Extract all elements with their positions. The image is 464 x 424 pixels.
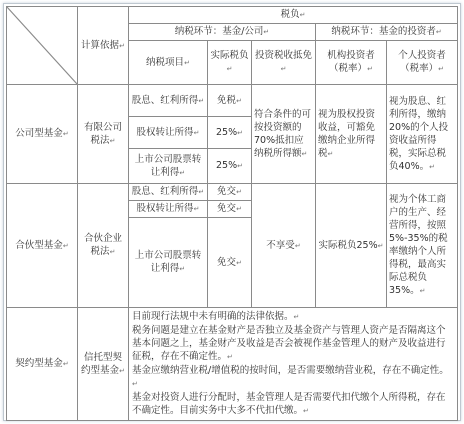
tax-comparison-table (6, 6, 458, 421)
contract-note-3: 基金应缴纳营业税/增值税的按时间，是否需要缴纳营业税，存在不确定性。 ↵ (132, 365, 449, 389)
header-actual-rate: 实际税负 ↵ (210, 50, 248, 74)
company-item-dividend: 股息、红利所得 ↵ (132, 95, 204, 106)
partnership-rate-dividend: 免交 ↵ (217, 186, 242, 197)
tax-comparison-frame (3, 3, 461, 421)
row-partnership-basis: 合伙企业税法 ↵ (84, 233, 122, 257)
partnership-deduction: 不享受 ↵ (266, 240, 300, 251)
contract-notes (129, 308, 458, 421)
header-institutional: 机构投资者（税率） ↵ (327, 50, 375, 74)
company-rate-equity: 25% ↵ (216, 127, 243, 138)
row-company-type: 公司型基金 ↵ (15, 128, 68, 139)
corner-diagonal-cell (7, 7, 78, 85)
header-fund-level: 纳税环节：基金/公司 ↵ (175, 26, 270, 37)
partnership-institutional: 实际税负25% ↵ (319, 240, 384, 251)
company-institutional: 视为股权投资收益，可豁免缴纳企业所得税 ↵ (318, 109, 375, 159)
header-basis: 计算依据 ↵ (81, 40, 125, 51)
partnership-rate-listed-stock: 免交 ↵ (217, 257, 242, 268)
company-item-listed-stock: 上市公司股票转让利得 ↵ (135, 154, 202, 178)
partnership-rate-equity: 免交 ↵ (217, 203, 242, 214)
row-contract-type: 契约型基金 ↵ (15, 358, 68, 369)
header-deduction: 投资税收抵免 ↵ (255, 50, 312, 74)
row-company-basis: 有限公司税法 ↵ (84, 122, 122, 146)
row-contract-basis: 信托型契约型基金 ↵ (81, 352, 125, 376)
header-tax-burden: 税负 ↵ (281, 9, 306, 20)
company-individual: 视为股息、红利所得，缴纳20%的个人投资收益所得税，实际总税负40%。 ↵ (389, 96, 448, 172)
company-item-equity: 股权转让所得 ↵ (137, 127, 200, 138)
partnership-item-dividend: 股息、红利所得 ↵ (132, 186, 204, 197)
header-tax-item: 纳税项目 ↵ (146, 57, 190, 68)
company-rate-dividend: 免税 ↵ (217, 95, 242, 106)
partnership-individual: 视为个体工商户的生产、经营所得，按照5%-35%的税率缴纳个人所得税，最高实际总税负35%。 ↵ (389, 194, 448, 296)
header-individual: 个人投资者（税率） ↵ (398, 50, 446, 74)
partnership-item-listed-stock: 上市公司股票转让利得 ↵ (135, 250, 202, 274)
company-deduction: 符合条件的可按投资额的70%抵扣应纳税所得额 ↵ (254, 109, 311, 159)
row-partnership-type: 合伙型基金 ↵ (15, 240, 68, 251)
contract-note-1: 目前现行法规中未有明确的法律依据。 ↵ (132, 311, 299, 322)
header-investor-level: 纳税环节：基金的投资者 ↵ (331, 26, 441, 37)
contract-note-2: 税务问题是建立在基金财产是否独立及基金资产与管理人资产是否隔离这个基本问题之上，基金财产及收益是否会被视作基金管理人的财产及收益进行征税，存在不确定性。 ↵ (132, 325, 446, 362)
company-rate-listed-stock: 25% ↵ (216, 160, 243, 171)
contract-note-4: 基金对投资人进行分配时，基金管理人是否需要代扣代缴个人所得税，存在不确定性。目前实务中大多不代扣代缴。 ↵ (132, 392, 446, 416)
partnership-item-equity: 股权转让所得 ↵ (137, 203, 200, 214)
